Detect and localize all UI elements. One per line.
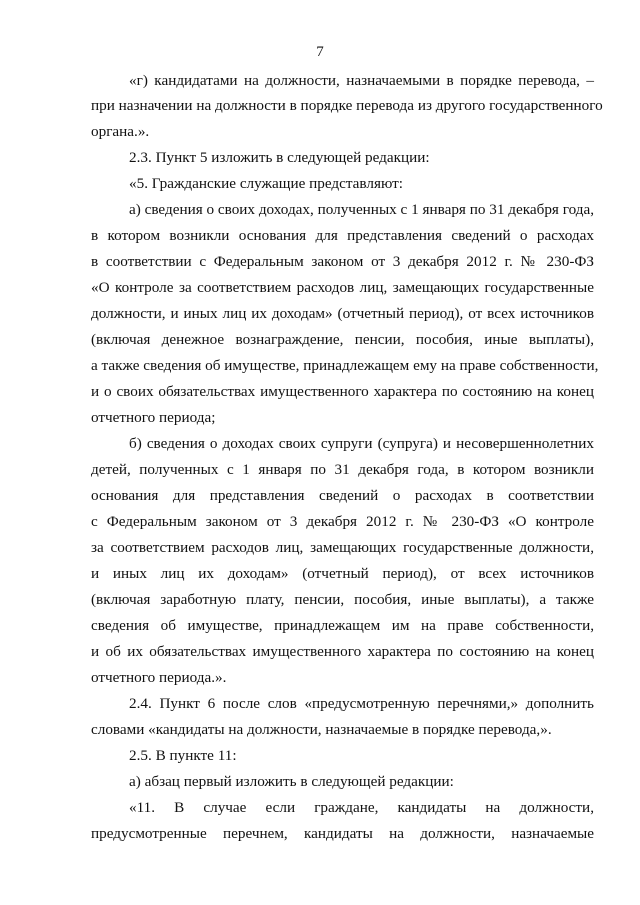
page-number: 7 [316,44,324,60]
text-line: при назначении на должности в порядке перевода из другого государственного [91,97,603,114]
text-line: в соответствии с Федеральным законом от 3 декабря 2012 г. № 230-ФЗ [91,253,594,270]
text-line: с Федеральным законом от 3 декабря 2012 г. № 230-ФЗ «О контроле [91,513,594,530]
text-line: в котором возникли основания для представления сведений о расходах [91,227,594,244]
text-line: отчетного периода.». [91,669,227,686]
text-line: предусмотренные перечнем, кандидаты на должности, назначаемые [91,825,594,842]
text-line: б) сведения о доходах своих супруги (супруга) и несовершеннолетних [129,435,594,452]
text-line: и о своих обязательствах имущественного характера по состоянию на конец [91,383,594,400]
text-line: «5. Гражданские служащие представляют: [129,175,403,192]
text-line: «г) кандидатами на должности, назначаемыми в порядке перевода, – [129,72,594,89]
text-line: детей, полученных с 1 января по 31 декабря года, в котором возникли [91,461,594,478]
text-line: «11. В случае если граждане, кандидаты на должности, [129,799,594,816]
text-line: отчетного периода; [91,409,216,426]
text-line: за соответствием расходов лиц, замещающих государственные должности, [91,539,594,556]
text-line: а также сведения об имуществе, принадлежащем ему на праве собственности, [91,357,599,374]
text-line: а) сведения о своих доходах, полученных с 1 января по 31 декабря года, [129,201,594,218]
text-line: сведения об имуществе, принадлежащем им на праве собственности, [91,617,594,634]
text-line: 2.3. Пункт 5 изложить в следующей редакции: [129,149,430,166]
text-line: должности, и иных лиц их доходам» (отчетный период), от всех источников [91,305,594,322]
text-line: а) абзац первый изложить в следующей редакции: [129,773,454,790]
text-line: органа.». [91,123,150,140]
text-line: и об их обязательствах имущественного характера по состоянию на конец [91,643,594,660]
text-line: (включая денежное вознаграждение, пенсии, пособия, иные выплаты), [91,331,594,348]
text-line: и иных лиц их доходам» (отчетный период), от всех источников [91,565,594,582]
text-line: (включая заработную плату, пенсии, пособия, иные выплаты), а также [91,591,594,608]
text-line: «О контроле за соответствием расходов лиц, замещающих государственные [91,279,594,296]
text-line: 2.4. Пункт 6 после слов «предусмотренную перечнями,» дополнить [129,695,594,712]
text-line: словами «кандидаты на должности, назначаемые в порядке перевода,». [91,721,552,738]
text-line: 2.5. В пункте 11: [129,747,237,764]
text-line: основания для представления сведений о расходах в соответствии [91,487,594,504]
